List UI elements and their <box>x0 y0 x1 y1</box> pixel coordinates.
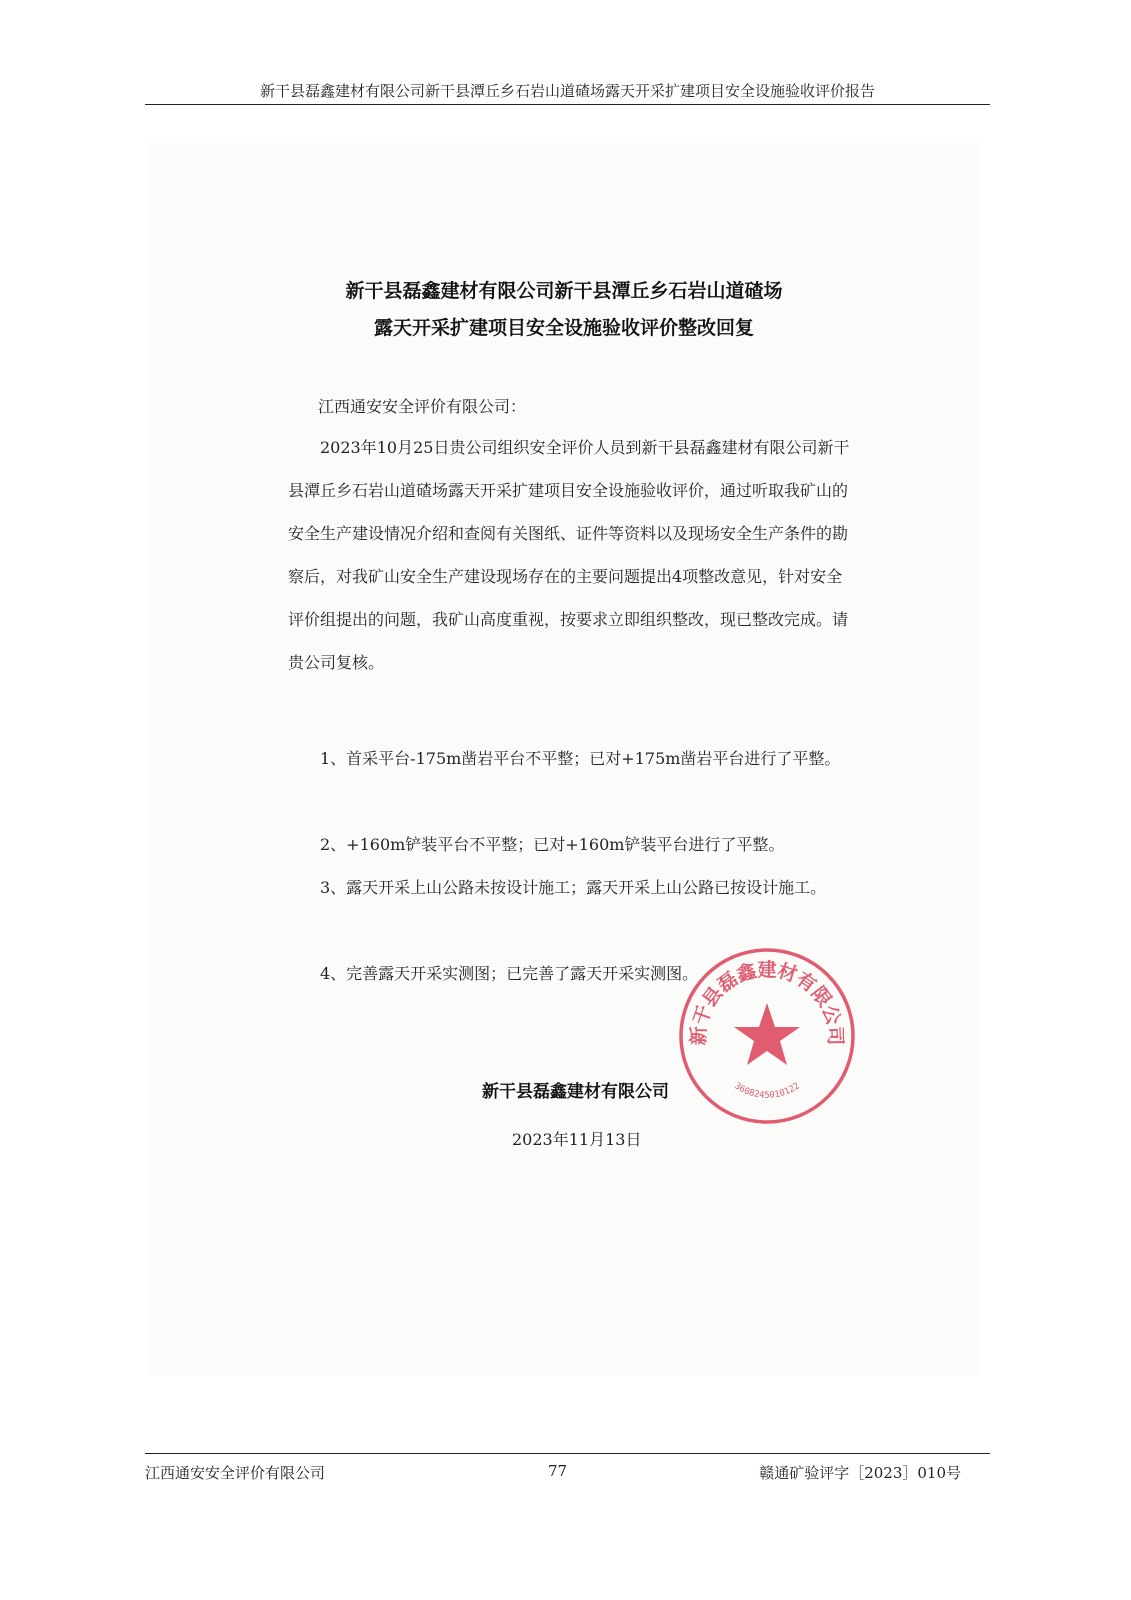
document-title-line2: 露天开采扩建项目安全设施验收评价整改回复 <box>373 317 754 339</box>
rectification-item-3: 3、露天开采上山公路未按设计施工；露天开采上山公路已按设计施工。 <box>320 878 827 897</box>
footer-divider <box>145 1453 990 1454</box>
seal-code: 3608245010122 <box>732 1081 802 1101</box>
signature-date: 2023年11月13日 <box>512 1130 642 1149</box>
rectification-item-2: 2、+160m铲装平台不平整；已对+160m铲装平台进行了平整。 <box>320 835 785 854</box>
rectification-item-4: 4、完善露天开采实测图；已完善了露天开采实测图。 <box>320 964 699 983</box>
page-number: 77 <box>548 1462 568 1480</box>
seal-star-icon <box>734 1003 800 1065</box>
body-paragraph: 2023年10月25日贵公司组织安全评价人员到新干县磊鑫建材有限公司新干县潭丘乡石岩山道碴场露天开采扩建项目安全设施验收评价，通过听取我矿山的安全生产建设情况介绍和查阅有关图纸、证件等资料以及现场安全生产条件的勘察后，对我矿山安全生产建设现场存在的主要问题提出4项整改意见，针对安全评价组提出的问题，我矿山高度重视，按要求立即组织整改，现已整改完成。请贵公司复核。 <box>288 438 850 672</box>
document-title-line1: 新干县磊鑫建材有限公司新干县潭丘乡石岩山道碴场 <box>345 280 783 302</box>
seal-text: 新干县磊鑫建材有限公司 <box>687 958 847 1046</box>
salutation: 江西通安安全评价有限公司： <box>318 397 527 416</box>
report-number: 赣通矿验评字［2023］010号 <box>759 1464 961 1482</box>
rectification-item-1: 1、首采平台-175m凿岩平台不平整；已对+175m凿岩平台进行了平整。 <box>320 749 841 768</box>
svg-text:3608245010122 <box>732 1081 801 1101</box>
footer-company: 江西通安安全评价有限公司 <box>145 1464 326 1482</box>
company-seal <box>676 945 858 1127</box>
header-divider <box>145 104 990 105</box>
signer-company: 新干县磊鑫建材有限公司 <box>482 1082 669 1102</box>
header-title: 新干县磊鑫建材有限公司新干县潭丘乡石岩山道碴场露天开采扩建项目安全设施验收评价报告 <box>259 82 875 100</box>
